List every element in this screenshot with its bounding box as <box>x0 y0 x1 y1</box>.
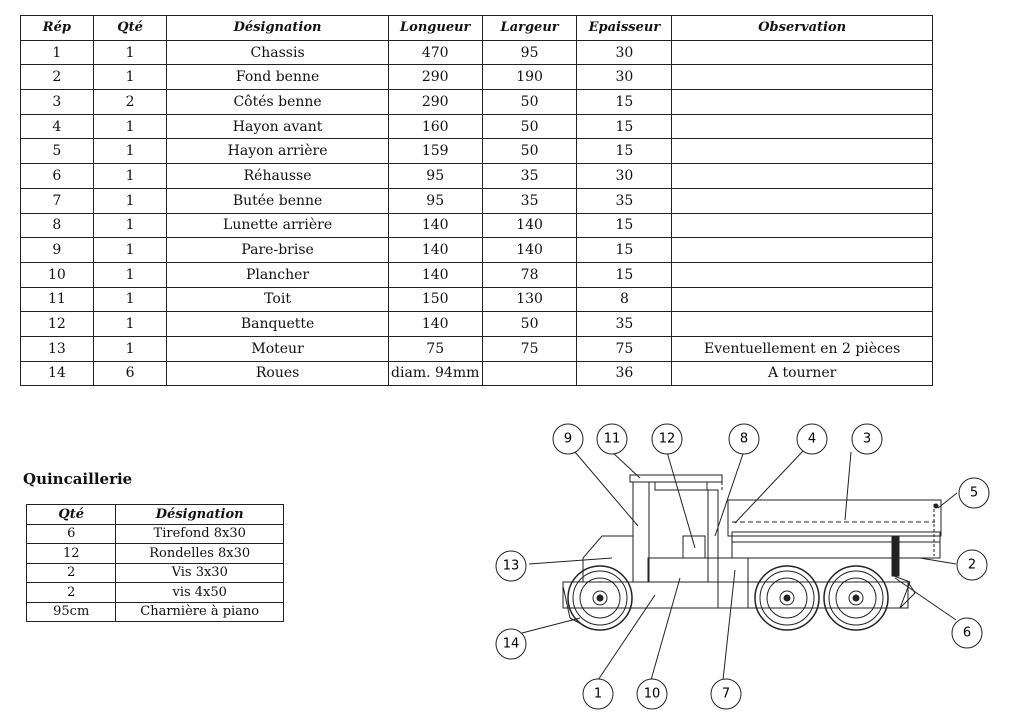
parts-header-cell: Epaisseur <box>577 16 672 41</box>
table-cell: vis 4x50 <box>116 583 284 603</box>
callout-label: 5 <box>969 485 979 501</box>
table-cell: 2 <box>27 583 116 603</box>
rear-wheel <box>824 566 888 630</box>
table-cell <box>672 188 933 213</box>
callout-2 <box>957 550 987 580</box>
table-row <box>21 312 933 337</box>
table-cell: 95 <box>388 188 482 213</box>
table-cell: 15 <box>577 262 672 287</box>
table-cell: 50 <box>482 90 577 115</box>
table-cell: 470 <box>388 40 482 65</box>
callout-1 <box>583 679 613 709</box>
table-row <box>21 213 933 238</box>
table-cell: Butée benne <box>167 188 388 213</box>
table-row <box>21 40 933 65</box>
callout-7 <box>711 679 741 709</box>
callout-6 <box>952 618 982 648</box>
callout-label: 10 <box>643 686 661 702</box>
callout-13 <box>496 551 526 581</box>
table-cell: 30 <box>577 40 672 65</box>
table-cell: 12 <box>27 544 116 564</box>
callout-label: 1 <box>593 686 603 702</box>
table-cell: 1 <box>21 40 94 65</box>
table-row <box>21 287 933 312</box>
callout-label: 12 <box>658 431 676 447</box>
table-cell: Hayon avant <box>167 114 388 139</box>
callout-3 <box>852 424 882 454</box>
parts-header-row <box>21 16 933 41</box>
truck-drawing <box>490 418 1010 718</box>
table-cell: 140 <box>482 213 577 238</box>
table-cell: 35 <box>577 188 672 213</box>
middle-wheel <box>755 566 819 630</box>
table-cell: 15 <box>577 238 672 263</box>
table-cell: 15 <box>577 90 672 115</box>
table-row <box>27 602 284 622</box>
table-row <box>21 336 933 361</box>
table-cell: Roues <box>167 361 388 386</box>
table-cell: 6 <box>27 524 116 544</box>
table-cell: Chassis <box>167 40 388 65</box>
table-cell: 140 <box>388 213 482 238</box>
table-row <box>27 544 284 564</box>
table-row <box>21 262 933 287</box>
table-cell: 1 <box>93 238 167 263</box>
table-cell: 1 <box>93 188 167 213</box>
callout-label: 7 <box>721 686 731 702</box>
table-cell: Banquette <box>167 312 388 337</box>
table-cell: 15 <box>577 213 672 238</box>
table-cell: diam. 94mm <box>388 361 482 386</box>
table-cell: 1 <box>93 336 167 361</box>
table-cell <box>672 164 933 189</box>
table-cell: 95 <box>388 164 482 189</box>
table-row <box>27 524 284 544</box>
callout-label: 9 <box>563 431 573 447</box>
table-row <box>27 563 284 583</box>
table-cell <box>672 114 933 139</box>
parts-header-cell: Longueur <box>388 16 482 41</box>
table-cell: Tirefond 8x30 <box>116 524 284 544</box>
table-cell <box>482 361 577 386</box>
table-cell: 1 <box>93 139 167 164</box>
table-cell: 159 <box>388 139 482 164</box>
table-cell: 2 <box>93 90 167 115</box>
table-cell: Charnière à piano <box>116 602 284 622</box>
table-cell: Eventuellement en 2 pièces <box>672 336 933 361</box>
hardware-header-row <box>27 505 284 525</box>
table-cell: 4 <box>21 114 94 139</box>
table-cell: 140 <box>482 238 577 263</box>
table-cell: Hayon arrière <box>167 139 388 164</box>
table-cell: Pare-brise <box>167 238 388 263</box>
table-cell: 1 <box>93 287 167 312</box>
table-cell: 1 <box>93 262 167 287</box>
table-cell: 3 <box>21 90 94 115</box>
table-cell: 1 <box>93 65 167 90</box>
table-cell: 130 <box>482 287 577 312</box>
table-cell: 15 <box>577 114 672 139</box>
table-cell <box>672 287 933 312</box>
table-cell: 160 <box>388 114 482 139</box>
table-cell: 8 <box>21 213 94 238</box>
table-cell: 50 <box>482 139 577 164</box>
hardware-table <box>26 504 284 622</box>
table-cell: Lunette arrière <box>167 213 388 238</box>
table-cell: 95 <box>482 40 577 65</box>
table-cell <box>672 238 933 263</box>
callout-11 <box>597 424 627 454</box>
table-cell: Réhausse <box>167 164 388 189</box>
table-cell: 30 <box>577 164 672 189</box>
callout-label: 11 <box>603 431 621 447</box>
callout-label: 13 <box>502 558 520 574</box>
table-cell: 75 <box>482 336 577 361</box>
table-cell: 35 <box>482 188 577 213</box>
table-cell: 2 <box>27 563 116 583</box>
table-row <box>21 188 933 213</box>
table-cell: Fond benne <box>167 65 388 90</box>
table-row <box>21 65 933 90</box>
table-cell: 6 <box>21 164 94 189</box>
table-cell: 12 <box>21 312 94 337</box>
table-row <box>27 583 284 603</box>
callout-8 <box>729 424 759 454</box>
table-cell: 1 <box>93 213 167 238</box>
table-cell <box>672 213 933 238</box>
table-cell: 95cm <box>27 602 116 622</box>
table-cell: Vis 3x30 <box>116 563 284 583</box>
table-cell: 140 <box>388 312 482 337</box>
parts-table <box>20 15 933 386</box>
table-row <box>21 114 933 139</box>
callout-5 <box>959 478 989 508</box>
table-cell: 1 <box>93 114 167 139</box>
table-cell: 1 <box>93 164 167 189</box>
table-cell: 6 <box>93 361 167 386</box>
table-cell: 50 <box>482 114 577 139</box>
table-cell <box>672 65 933 90</box>
table-cell: 35 <box>482 164 577 189</box>
table-cell: 75 <box>388 336 482 361</box>
callout-4 <box>797 424 827 454</box>
table-row <box>21 139 933 164</box>
table-cell: 190 <box>482 65 577 90</box>
table-cell: 140 <box>388 262 482 287</box>
table-cell: 13 <box>21 336 94 361</box>
table-cell <box>672 139 933 164</box>
table-cell <box>672 90 933 115</box>
table-cell: 10 <box>21 262 94 287</box>
table-cell: 15 <box>577 139 672 164</box>
table-cell: Moteur <box>167 336 388 361</box>
table-row <box>21 361 933 386</box>
callout-label: 6 <box>962 625 972 641</box>
table-cell: 150 <box>388 287 482 312</box>
table-cell: Toit <box>167 287 388 312</box>
callout-label: 8 <box>739 431 749 447</box>
table-cell: 78 <box>482 262 577 287</box>
table-cell: Rondelles 8x30 <box>116 544 284 564</box>
table-cell: 35 <box>577 312 672 337</box>
callout-label: 4 <box>807 431 817 447</box>
table-cell <box>672 312 933 337</box>
table-row <box>21 238 933 263</box>
table-cell: 14 <box>21 361 94 386</box>
table-cell: 1 <box>93 312 167 337</box>
table-cell <box>672 40 933 65</box>
parts-header-cell: Désignation <box>167 16 388 41</box>
table-cell: 290 <box>388 65 482 90</box>
table-cell: 290 <box>388 90 482 115</box>
callout-14 <box>496 629 526 659</box>
callout-12 <box>652 424 682 454</box>
table-cell: 9 <box>21 238 94 263</box>
table-cell: 7 <box>21 188 94 213</box>
table-cell <box>672 262 933 287</box>
table-cell: 1 <box>93 40 167 65</box>
table-cell: 2 <box>21 65 94 90</box>
table-row <box>21 164 933 189</box>
front-wheel <box>568 566 632 630</box>
callout-label: 3 <box>862 431 872 447</box>
table-cell: 140 <box>388 238 482 263</box>
table-cell: 30 <box>577 65 672 90</box>
table-cell: 11 <box>21 287 94 312</box>
wheels <box>568 566 888 630</box>
table-cell: 36 <box>577 361 672 386</box>
parts-header-cell: Rép <box>21 16 94 41</box>
table-cell: 75 <box>577 336 672 361</box>
parts-header-cell: Largeur <box>482 16 577 41</box>
callout-10 <box>637 679 667 709</box>
hardware-title: Quincaillerie <box>23 470 133 488</box>
table-cell: Côtés benne <box>167 90 388 115</box>
table-row <box>21 90 933 115</box>
hardware-header-cell: Désignation <box>116 505 284 525</box>
callout-label: 14 <box>502 636 520 652</box>
table-cell: 5 <box>21 139 94 164</box>
table-cell: 8 <box>577 287 672 312</box>
parts-header-cell: Qté <box>93 16 167 41</box>
callout-label: 2 <box>967 557 977 573</box>
callout-9 <box>553 424 583 454</box>
parts-header-cell: Observation <box>672 16 933 41</box>
hardware-header-cell: Qté <box>27 505 116 525</box>
table-cell: Plancher <box>167 262 388 287</box>
callouts <box>496 424 989 709</box>
table-cell: A tourner <box>672 361 933 386</box>
table-cell: 50 <box>482 312 577 337</box>
